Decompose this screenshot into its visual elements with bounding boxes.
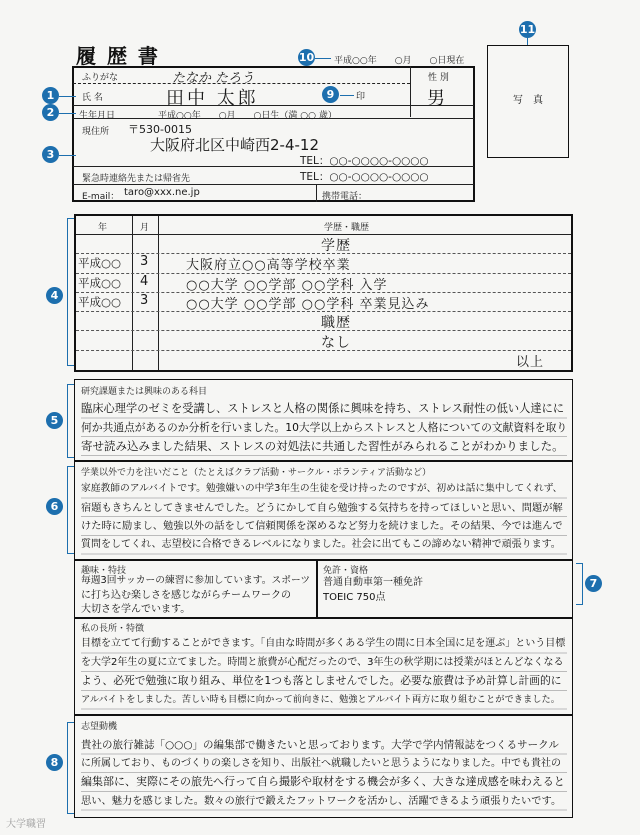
marker-6-bracket [67,466,74,554]
motivation-line: に所属しており、ものづくりの楽しさを知り、出版社へ就職したいと思うようになりました。中でも貴社の [81,757,561,769]
history-row [76,273,571,292]
watermark-logo: 大学職習 [6,819,46,830]
furigana-label: ふりがな [82,73,119,83]
history-text: ○○大学 ○○学部 ○○学科 卒業見込み [186,296,430,312]
history-row [76,292,571,311]
history-row [76,331,571,350]
hobby-line: 毎週3回サッカーの練習に参加しています。スポーツ [81,575,311,586]
strength-line: アルバイトをしました。苦しい時も目標に向かって前向きに、勉強とアルバイト両方に取り組むことができました。 [81,693,560,705]
history-year: 平成○○ [78,275,122,290]
birth-value: 平成○○年 ○月 ○日生（満 ○○ 歳） [158,111,337,121]
page-title: 履 歴 書 [76,44,160,68]
effort-line: けた時に励まし、勉強以外の話をして信頼関係を深めるなど努力を続けました。その結果、今では進んで [81,520,563,533]
name-label: 氏 名 [82,93,103,103]
research-text [81,400,567,458]
motivation-box [74,715,573,818]
strength-text [81,635,567,711]
effort-box [74,461,573,560]
emergency-label: 緊急時連絡先または帰省先 [82,174,191,184]
marker-4-bracket [67,218,74,366]
marker-2-line [59,113,76,114]
research-line: 臨床心理学のゼミを受講し、ストレスと人格の関係に興味を持ち、ストレス耐性の低い人達にに [81,402,565,415]
effort-line: 家庭教師のアルバイトです。勉強嫌いの中学3年生の生徒を受け持ったのですが、初めは話に集中してくれず、 [81,483,563,494]
history-row [76,253,571,272]
marker-7-bracket [576,563,583,605]
license-line: 普通自動車第一種免許 [323,577,423,588]
effort-line: 質問をしてくれ、志望校に合格できるレベルになりました。社会に出てもこの諦めない精神で頑張ります。 [81,538,561,550]
marker-3: 3 [42,146,59,163]
gender-label: 性 別 [428,73,449,83]
history-col-month: 月 [140,223,150,233]
license-box [316,560,573,618]
birth-label: 生年月日 [79,111,116,121]
history-row [76,311,571,330]
history-text: 学歴 [321,238,351,254]
history-text: なし [321,334,351,351]
research-label: 研究課題または興味のある科目 [81,387,208,397]
marker-4: 4 [46,287,63,304]
marker-9: 9 [322,86,339,103]
strength-line: よう、必死で勉強に取り組み、単位を1つも落としませんでした。必要な旅費は予め計算し計画的に [81,674,562,688]
strength-line: 目標を立てて行動することができます。「自由な時間が多くある学生の間に日本全国に足を運ぶ」という目標 [81,638,566,649]
research-line: 寄せ読み込みました結果、ストレスの対処法に共通した習性がみられることがわかりました。 [81,439,564,454]
history-row [76,350,571,369]
history-text: 以上 [516,354,545,370]
history-month: 3 [140,292,149,308]
marker-3-line [59,155,76,156]
marker-9-line [340,95,354,96]
name-divider [73,105,474,106]
history-text: 職歴 [321,315,351,332]
strength-box [74,618,573,715]
mobile-label: 携帯電話： [322,192,368,202]
research-line: 何か共通点があるのか分析を行いました。10大学以上からストレスと人格についての文献資料を取り [81,420,567,434]
hobby-box [74,560,318,618]
history-table [74,214,573,372]
marker-1: 1 [42,87,59,104]
effort-label: 学業以外で力を注いだこと（たとえばクラブ活動・サークル・ボランティア活動など） [81,468,432,478]
hobby-label: 趣味・特技 [81,566,127,576]
address-label: 現住所 [82,127,110,137]
seal-mark: 印 [356,92,366,102]
photo-label: 写 真 [513,95,543,106]
motivation-line: 思い、魅力を感じました。数々の旅行で鍛えたフットワークを活かし、活躍できるよう頑張りたいです。 [81,794,562,807]
strength-line: を大学2年生の夏に立てました。時間と旅費が心配だったので、3年生の秋学期には授業がほとんどなくなる [81,656,564,668]
name-value: 田中 太郎 [166,88,259,109]
marker-10: 10 [298,51,315,64]
strength-label: 私の長所・特徴 [81,624,145,634]
license-text [323,575,563,615]
history-text: 大阪府立○○高等学校卒業 [186,258,351,274]
postal-code: 〒530-0015 [128,123,192,136]
history-year: 平成○○ [78,256,122,271]
marker-1-line [59,96,76,97]
marker-11: 11 [519,23,536,36]
motivation-line: 貴社の旅行雑誌「○○○」の編集部で働きたいと思っております。大学で学内情報誌をつくるサークル [81,739,559,751]
marker-7: 7 [585,575,602,592]
marker-10-line [315,58,331,59]
marker-5: 5 [46,412,63,429]
history-col-year: 年 [98,223,108,233]
effort-text [81,480,567,556]
furigana-value: たなか たろう [172,71,255,86]
hobby-line: に打ち込む楽しさを感じながらチームワークの [81,589,291,601]
motivation-line: 編集部に、実際にその旅先へ行って自ら撮影や取材をする機会が多く、大きな達成感を味わえると [81,775,565,789]
email-label: E-mail： [82,192,120,202]
hobby-line: 大切さを学んでいます。 [81,604,191,615]
history-text: ○○大学 ○○学部 ○○学科 入学 [186,277,388,293]
effort-line: 宿題もきちんとしてきませんでした。どうにかして自ら勉強する気持ちを持ってほしいと思い、問題が解 [81,501,563,514]
history-year: 平成○○ [78,294,122,309]
motivation-text [81,736,567,814]
history-col-title: 学歴・職歴 [324,223,370,233]
gender-value: 男 [427,88,445,109]
tel-emergency: TEL：○○-○○○○-○○○○ [300,171,429,183]
history-month: 4 [140,273,149,289]
tel-home: TEL：○○-○○○○-○○○○ [300,155,429,167]
gender-divider [410,66,411,117]
photo-box [487,45,569,158]
marker-6: 6 [46,498,63,515]
marker-5-bracket [67,384,74,458]
license-line: TOEIC 750点 [323,592,386,603]
history-row [76,234,571,253]
motivation-label: 志望動機 [81,722,118,732]
marker-8: 8 [46,754,63,771]
license-label: 免許・資格 [323,566,369,576]
email-value: taro@xxx.ne.jp [124,187,200,198]
emergency-divider [73,184,474,185]
history-month: 3 [140,254,149,270]
address-value: 大阪府北区中崎西2-4-12 [150,136,319,154]
marker-8-bracket [67,722,74,814]
hobby-text [81,574,315,618]
marker-2: 2 [42,104,59,121]
mobile-divider [316,184,317,202]
research-box [74,379,573,461]
date-line: 平成○○年 ○月 ○日現在 [334,56,465,66]
